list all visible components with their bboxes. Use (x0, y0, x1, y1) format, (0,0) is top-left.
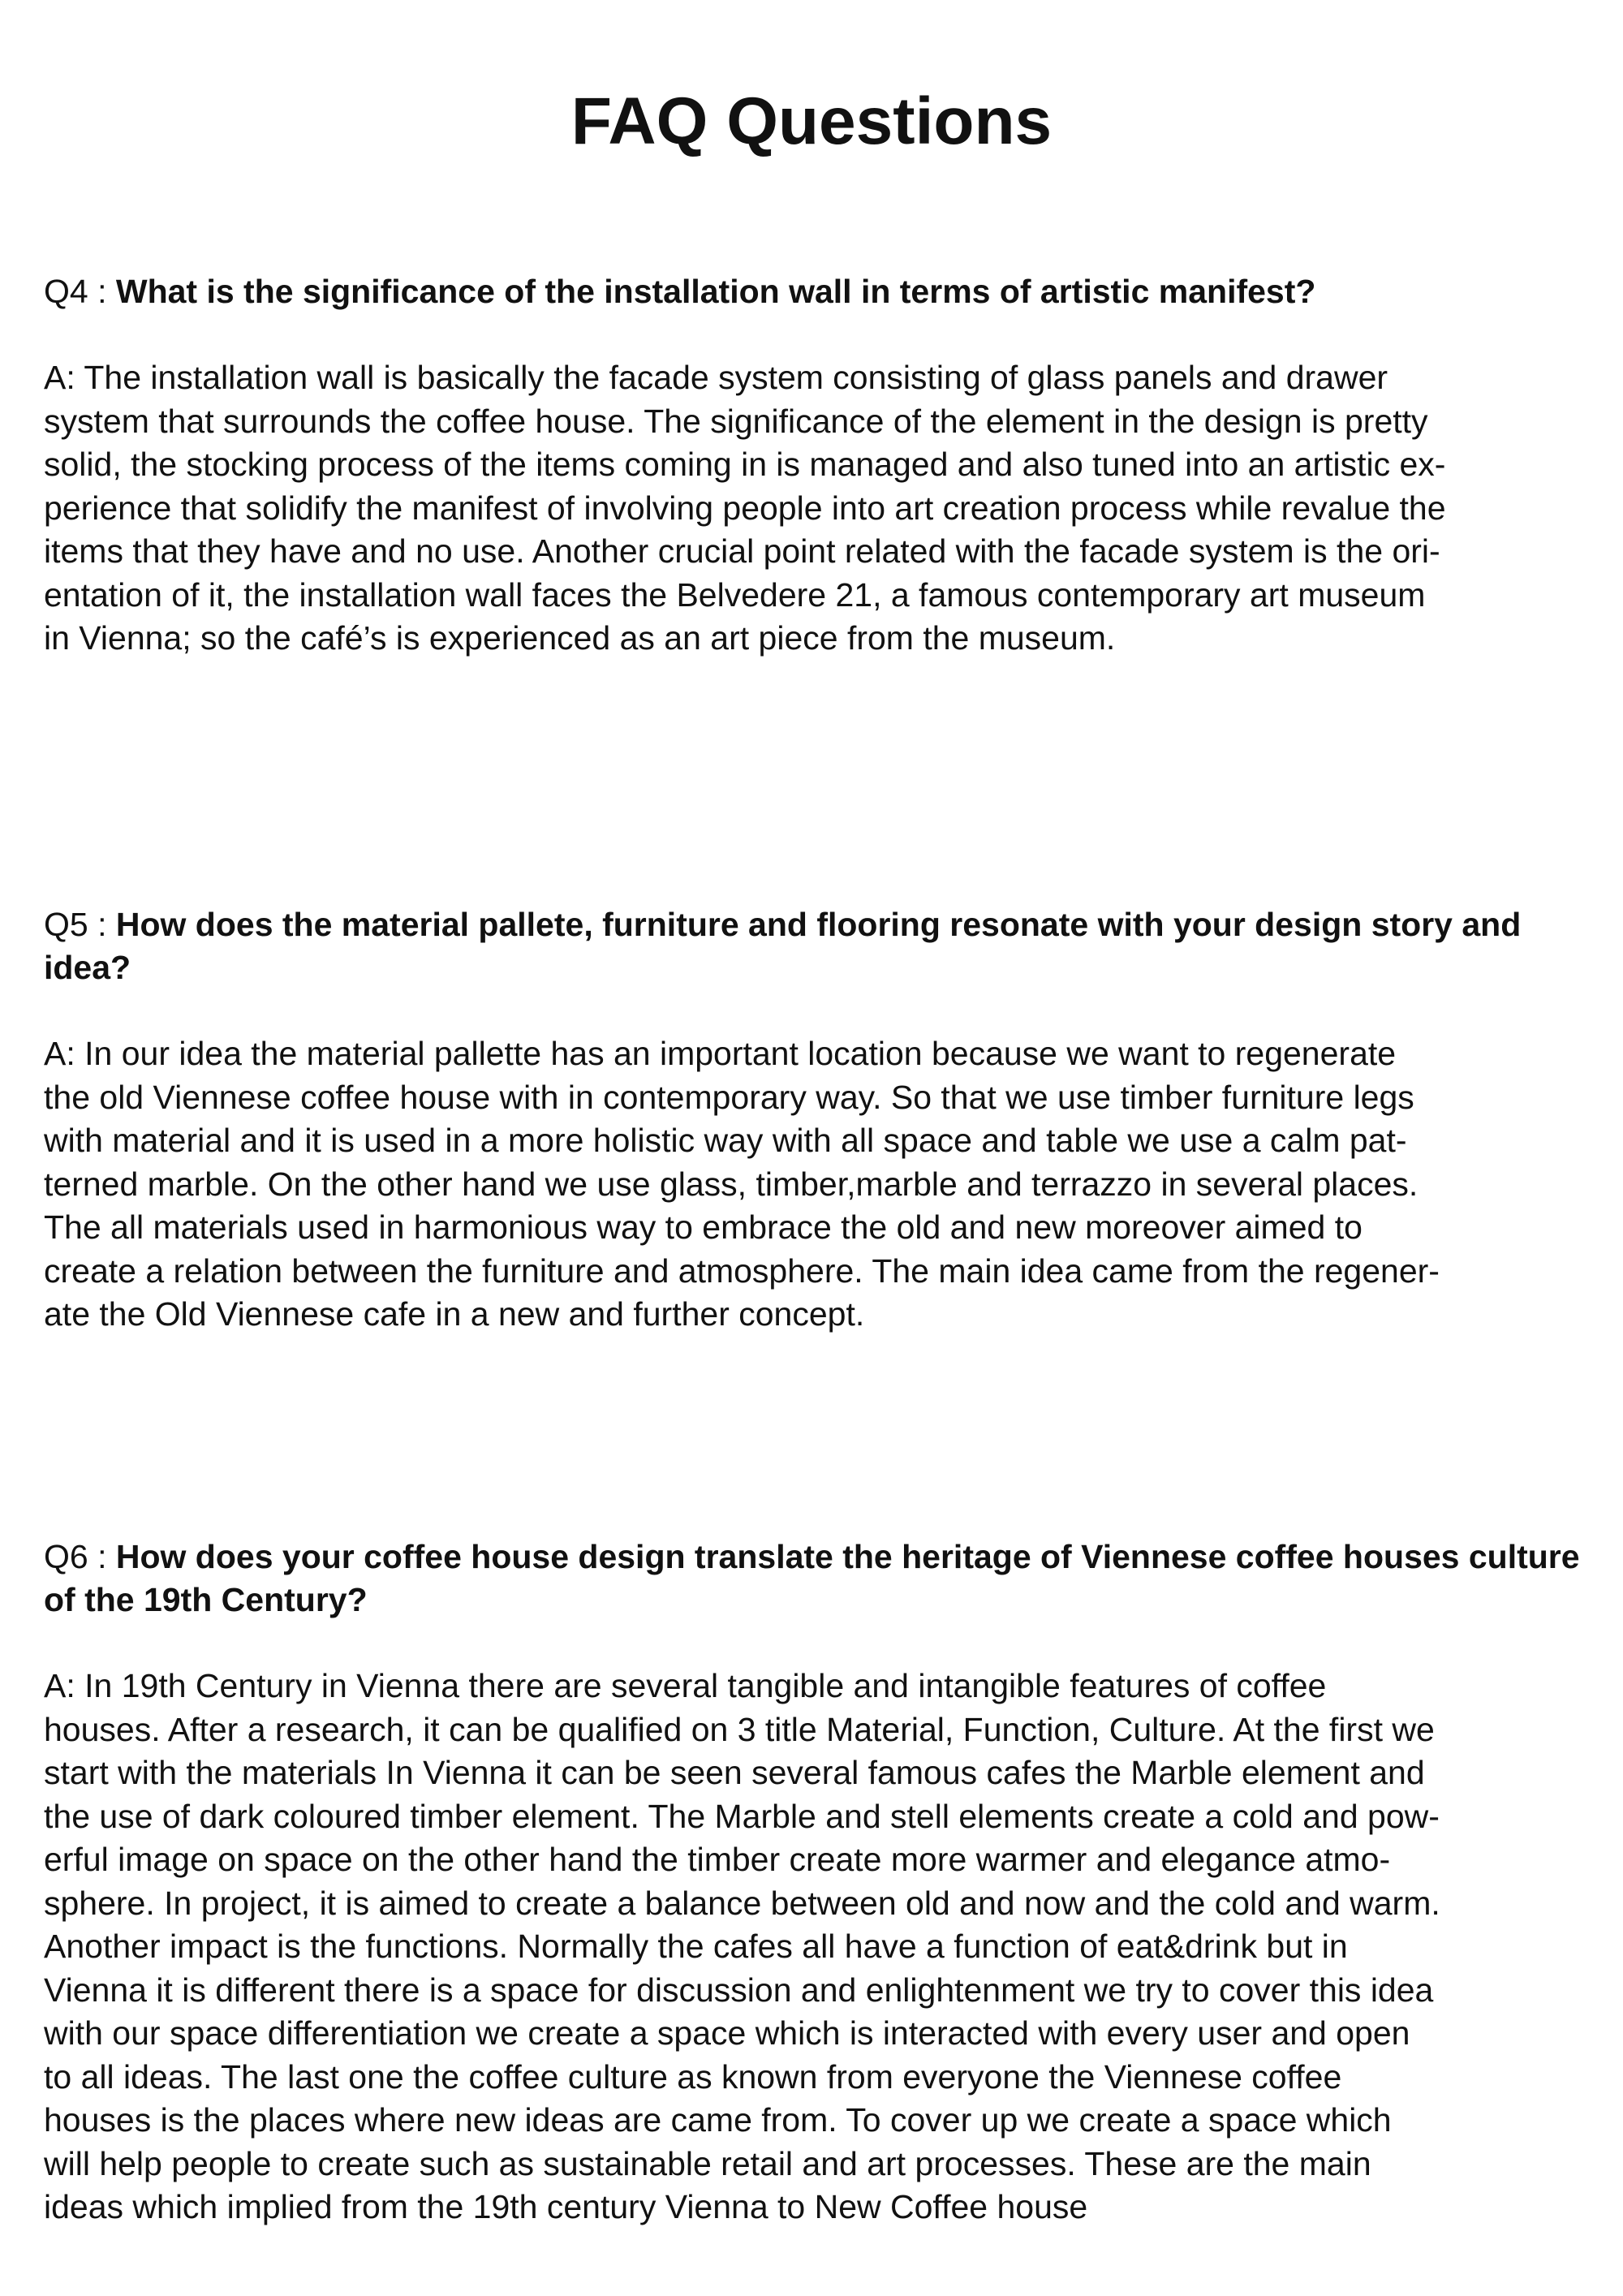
question-label: Q4 : (44, 273, 116, 310)
answer-line: The all materials used in harmonious way to embrace the old and new moreover aimed to (44, 1208, 1363, 1246)
answer-line: houses. After a research, it can be qualified on 3 title Material, Function, Culture. At the first we (44, 1710, 1435, 1748)
answer-line: start with the materials In Vienna it can be seen several famous cafes the Marble element and (44, 1754, 1425, 1791)
answer-line: Another impact is the functions. Normally the cafes all have a function of eat&drink but in (44, 1928, 1348, 1965)
answer-line: ideas which implied from the 19th century Vienna to New Coffee house (44, 2188, 1088, 2225)
answer-line: perience that solidify the manifest of involving people into art creation process while revalue the (44, 489, 1446, 527)
answer-line: terned marble. On the other hand we use glass, timber,marble and terrazzo in several places. (44, 1165, 1419, 1203)
answer-line: Vienna it is different there is a space for discussion and enlightenment we try to cover this idea (44, 1971, 1434, 2009)
page-title: FAQ Questions (570, 84, 1053, 158)
answer-line: houses is the places where new ideas are came from. To cover up we create a space which (44, 2101, 1392, 2139)
question-label: Q5 : (44, 906, 116, 943)
answer-line: A: In 19th Century in Vienna there are several tangible and intangible features of coffee (44, 1667, 1327, 1704)
faq-item-q5 (44, 903, 1586, 1337)
answer-line: with our space differentiation we create a space which is interacted with every user and open (44, 2014, 1410, 2052)
answer-line: solid, the stocking process of the items coming in is managed and also tuned into an artistic ex- (44, 446, 1446, 483)
faq-question (44, 270, 1586, 313)
answer-line: the old Viennese coffee house with in contemporary way. So that we use timber furniture legs (44, 1078, 1414, 1116)
faq-question (44, 1536, 1586, 1622)
faq-item-q4 (44, 270, 1586, 661)
faq-question (44, 903, 1586, 989)
faq-item-q6 (44, 1536, 1586, 2229)
answer-line: A: In our idea the material pallette has an important location because we want to regenerate (44, 1035, 1397, 1072)
question-text: What is the significance of the installation wall in terms of artistic manifest? (115, 273, 1316, 310)
question-text: How does your coffee house design translate the heritage of Viennese coffee houses culture of the 19th Century? (44, 1538, 1580, 1618)
faq-answer (44, 1032, 1586, 1337)
answer-line: to all ideas. The last one the coffee culture as known from everyone the Viennese coffee (44, 2057, 1342, 2096)
faq-answer (44, 1665, 1586, 2229)
answer-line: the use of dark coloured timber element. The Marble and stell elements create a cold and pow- (44, 1797, 1440, 1835)
answer-line: sphere. In project, it is aimed to create a balance between old and now and the cold and warm. (44, 1884, 1440, 1922)
answer-line: items that they have and no use. Another crucial point related with the facade system is the ori- (44, 532, 1440, 570)
question-label: Q6 : (44, 1538, 116, 1575)
answer-line: create a relation between the furniture and atmosphere. The main idea came from the regener- (44, 1251, 1440, 1290)
answer-line: with material and it is used in a more holistic way with all space and table we use a calm pat- (44, 1122, 1407, 1159)
answer-line: ate the Old Viennese cafe in a new and further concept. (44, 1295, 865, 1333)
faq-answer (44, 356, 1586, 661)
answer-line: in Vienna; so the café’s is experienced as an art piece from the museum. (44, 619, 1116, 657)
answer-line: A: The installation wall is basically the facade system consisting of glass panels and drawer (44, 359, 1388, 396)
question-text: How does the material pallete, furniture and flooring resonate with your design story and idea? (44, 906, 1522, 986)
answer-line: erful image on space on the other hand the timber create more warmer and elegance atmo- (44, 1841, 1391, 1878)
answer-line: system that surrounds the coffee house. The significance of the element in the design is pretty (44, 402, 1428, 440)
answer-line: will help people to create such as sustainable retail and art processes. These are the main (44, 2144, 1371, 2182)
answer-line: entation of it, the installation wall faces the Belvedere 21, a famous contemporary art museum (44, 575, 1426, 614)
